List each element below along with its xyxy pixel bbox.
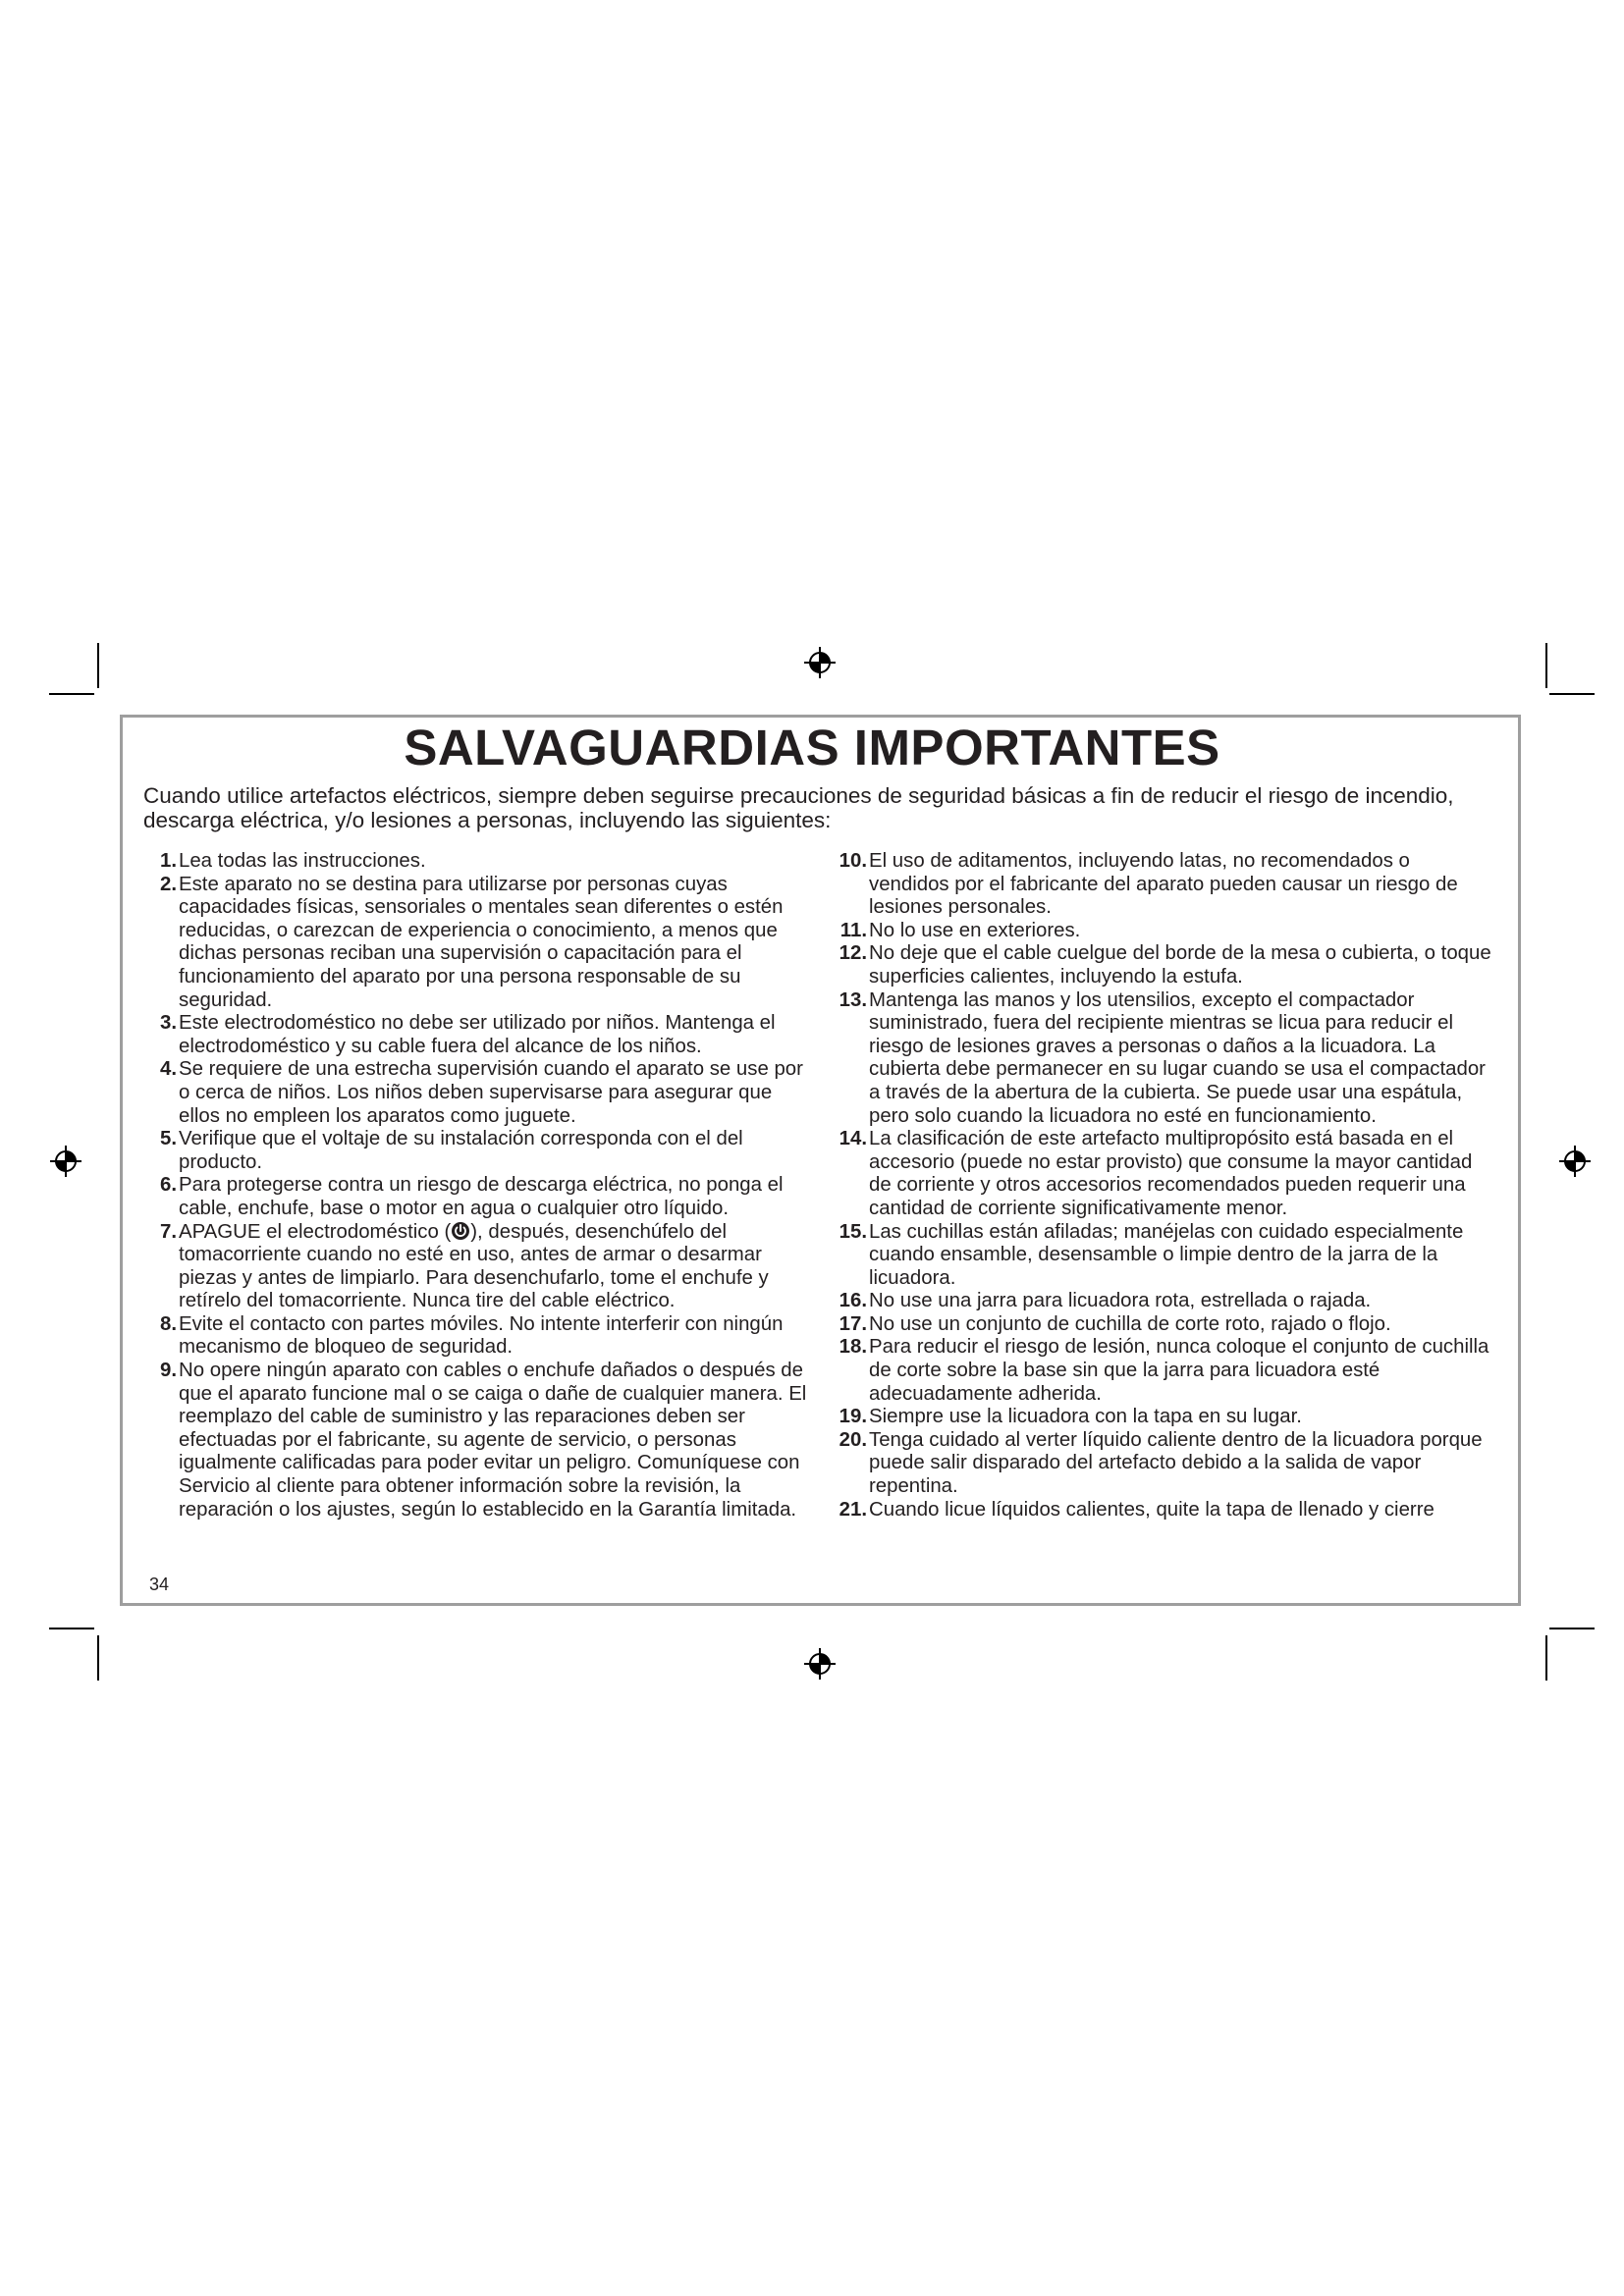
item-text: No use una jarra para licuadora rota, estrellada o rajada.	[869, 1290, 1372, 1312]
crop-mark-bottom-left-horizontal	[49, 1628, 94, 1629]
item-number: 5.	[159, 1128, 177, 1150]
item-text: Siempre use la licuadora con la tapa en su lugar.	[869, 1406, 1302, 1428]
list-item	[828, 1290, 1495, 1313]
crop-mark-bottom-right-vertical	[1545, 1635, 1547, 1681]
item-number: 14.	[839, 1128, 867, 1150]
list-item	[149, 874, 817, 1013]
page-number: 34	[149, 1575, 170, 1594]
list-item	[828, 989, 1495, 1129]
list-item	[828, 850, 1495, 920]
item-number: 9.	[159, 1360, 177, 1382]
item-number: 15.	[839, 1220, 867, 1243]
list-item	[828, 1313, 1495, 1337]
list-item	[149, 1221, 817, 1313]
list-item	[149, 1128, 817, 1174]
item-text: No deje que el cable cuelgue del borde de la mesa o cubierta, o toque superficies calientes, incluyendo la estufa.	[869, 942, 1491, 988]
list-item	[828, 1406, 1495, 1429]
crop-mark-top-left-vertical	[97, 643, 99, 688]
registration-mark-icon	[803, 1647, 837, 1681]
item-number: 18.	[839, 1336, 867, 1359]
item-text: Para protegerse contra un riesgo de descarga eléctrica, no ponga el cable, enchufe, base o motor en agua o cualquier otro líquido.	[179, 1174, 784, 1219]
item-text: La clasificación de este artefacto multipropósito está basada en el accesorio (puede no estar provisto) que consume la mayor cantidad de corriente y otros accesorios recomendados pueden requerir una cantidad de corriente significativamente menor.	[869, 1128, 1473, 1219]
page-title: SALVAGUARDIAS IMPORTANTES	[404, 720, 1220, 775]
item-number: 20.	[839, 1428, 867, 1451]
item-number: 21.	[839, 1498, 867, 1521]
item-text: Este aparato no se destina para utilizarse por personas cuyas capacidades físicas, sensoriales o mentales sean diferentes o estén reducidas, o carezcan de experiencia o conocimiento, a menos que dichas personas reciban una supervisión o capacitación para el funcionamiento del aparato por una persona responsable de su seguridad.	[179, 873, 784, 1011]
crop-mark-bottom-right-horizontal	[1549, 1628, 1595, 1629]
item-text: Para reducir el riesgo de lesión, nunca coloque el conjunto de cuchilla de corte sobre la base sin que la jarra para licuadora esté adecuadamente adherida.	[869, 1336, 1489, 1405]
list-item	[149, 1360, 817, 1522]
power-icon	[451, 1221, 470, 1241]
item-number: 7.	[159, 1220, 177, 1243]
list-item	[828, 1128, 1495, 1220]
item-text: Las cuchillas están afiladas; manéjelas con cuidado especialmente cuando ensamble, desensamble o limpie dentro de la jarra de la licuadora.	[869, 1220, 1464, 1289]
item-number: 1.	[159, 850, 177, 872]
safeguards-list-right	[828, 850, 1495, 1522]
item-text: Cuando licue líquidos calientes, quite la tapa de llenado y cierre	[869, 1498, 1435, 1521]
item-number: 3.	[159, 1012, 177, 1035]
list-item	[828, 1499, 1495, 1522]
item-text: No use un conjunto de cuchilla de corte roto, rajado o flojo.	[869, 1312, 1391, 1335]
item-text: Evite el contacto con partes móviles. No intente interferir con ningún mecanismo de bloqueo de seguridad.	[179, 1312, 784, 1359]
item-number: 11.	[839, 919, 867, 941]
item-number: 8.	[159, 1312, 177, 1335]
item-number: 6.	[159, 1174, 177, 1197]
item-text: Mantenga las manos y los utensilios, excepto el compactador suministrado, fuera del recipiente mientras se licua para reducir el riesgo de lesiones graves a personas o daños a la licuadora. La cubierta debe permanecer en su lugar cuando se usa el compactador a través de la abertura de la cubierta. Se puede usar una espátula, pero solo cuando la licuadora no esté en funcionamiento.	[869, 988, 1486, 1127]
registration-mark-icon	[803, 646, 837, 679]
list-item	[828, 1336, 1495, 1406]
intro-paragraph: Cuando utilice artefactos eléctricos, siempre deben seguirse precauciones de seguridad básicas a fin de reducir el riesgo de incendio, descarga eléctrica, y/o lesiones a personas, incluyendo las siguientes:	[143, 783, 1454, 832]
item-number: 4.	[159, 1058, 177, 1081]
item-text: El uso de aditamentos, incluyendo latas, no recomendados o vendidos por el fabricante del aparato pueden causar un riesgo de lesiones personales.	[869, 850, 1458, 919]
item-text: No opere ningún aparato con cables o enchufe dañados o después de que el aparato funcione mal o se caiga o dañe de cualquier manera. El reemplazo del cable de suministro y las reparaciones deben ser efectuadas por el fabricante, su agente de servicio, o personas igualmente calificadas para poder evitar un peligro. Comuníquese con Servicio al cliente para obtener información sobre la revisión, la reparación o los ajustes, según lo establecido en la Garantía limitada.	[179, 1360, 807, 1521]
item-text-after-icon: ), después, desenchúfelo del tomacorriente cuando no esté en uso, antes de armar o desarmar piezas y antes de limpiarlo. Para desenchufarlo, tome el enchufe y retírelo del tomacorriente. Nunca tire del cable eléctrico.	[179, 1220, 769, 1312]
crop-mark-top-right-horizontal	[1549, 693, 1595, 695]
item-number: 16.	[839, 1290, 867, 1312]
item-text: Verifique que el voltaje de su instalación corresponda con el del producto.	[179, 1128, 743, 1173]
list-item	[149, 1174, 817, 1220]
list-item	[828, 920, 1495, 943]
list-item	[149, 1058, 817, 1128]
item-number: 19.	[839, 1406, 867, 1428]
crop-mark-top-right-vertical	[1545, 643, 1547, 688]
item-text: Lea todas las instrucciones.	[179, 850, 426, 872]
item-text: Se requiere de una estrecha supervisión cuando el aparato se use por o cerca de niños. Los niños deben supervisarse para asegurar que ellos no empleen los aparatos como juguete.	[179, 1058, 803, 1127]
item-text: No lo use en exteriores.	[869, 919, 1081, 941]
item-number: 17.	[839, 1312, 867, 1335]
registration-mark-icon	[49, 1145, 82, 1178]
safeguards-list-left	[149, 850, 817, 1522]
item-text: Tenga cuidado al verter líquido caliente dentro de la licuadora porque puede salir disparado del artefacto debido a la salida de vapor repentina.	[869, 1428, 1483, 1498]
list-item	[149, 1012, 817, 1058]
item-text-before-icon: APAGUE el electrodoméstico (	[179, 1220, 452, 1243]
registration-mark-icon	[1558, 1145, 1592, 1178]
list-item	[828, 942, 1495, 988]
list-item	[828, 1429, 1495, 1499]
list-item	[149, 850, 817, 874]
list-item	[149, 1313, 817, 1360]
item-text: Este electrodoméstico no debe ser utilizado por niños. Mantenga el electrodoméstico y su cable fuera del alcance de los niños.	[179, 1012, 776, 1057]
crop-mark-bottom-left-vertical	[97, 1635, 99, 1681]
crop-mark-top-left-horizontal	[49, 693, 94, 695]
item-number: 12.	[839, 942, 867, 965]
item-number: 13.	[839, 988, 867, 1011]
list-item	[828, 1221, 1495, 1291]
item-number: 2.	[159, 873, 177, 895]
item-number: 10.	[839, 850, 867, 872]
